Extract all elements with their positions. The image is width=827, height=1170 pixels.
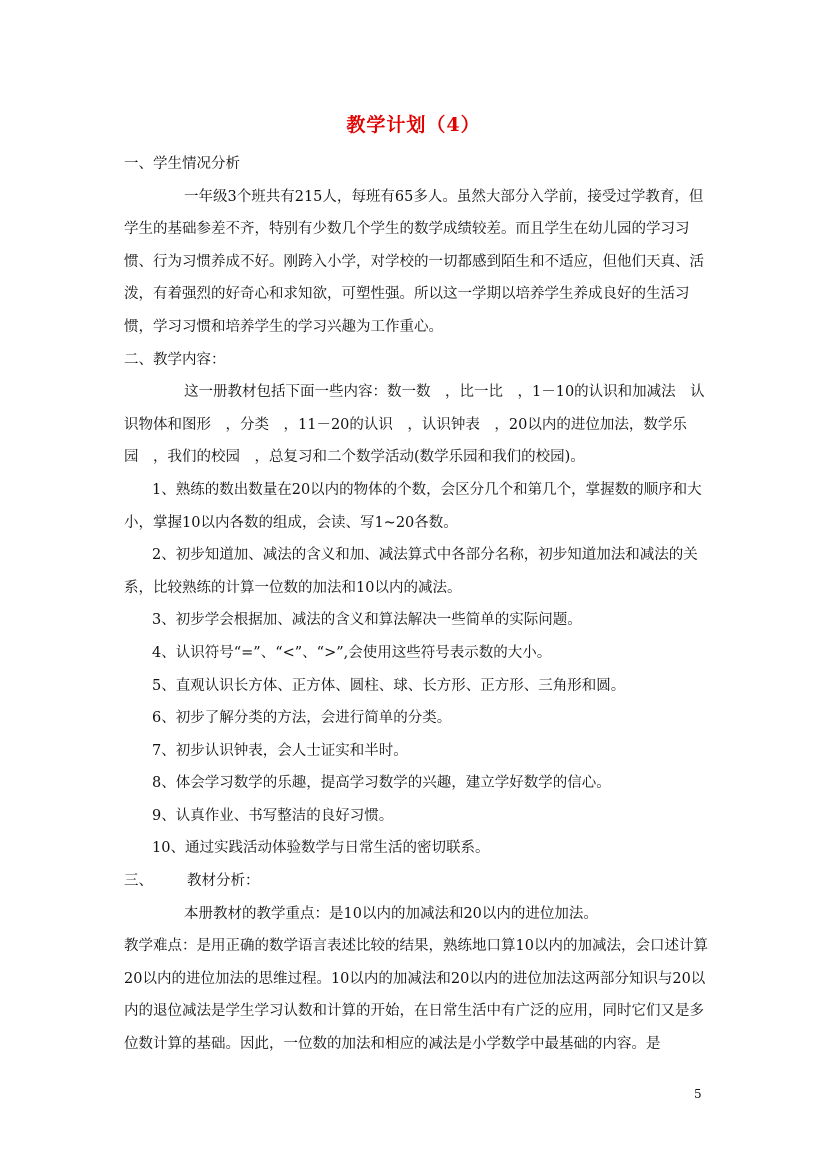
section3-heading-number: 三、 — [124, 873, 153, 890]
section1-heading: 一、学生情况分析 — [124, 156, 240, 172]
list-item: 7、初步认识钟表，会人士证实和半时。 — [152, 742, 408, 759]
list-item: 5、直观认识长方体、正方体、圆柱、球、长方形、正方形、三角形和圆。 — [152, 677, 626, 694]
document-title: 教学计划（4） — [346, 114, 481, 136]
list-item: 8、体会学习数学的乐趣，提高学习数学的兴趣，建立学好数学的信心。 — [152, 775, 611, 792]
list-item: 3、初步学会根据加、减法的含义和算法解决一些简单的实际问题。 — [152, 612, 582, 629]
section1-paragraph: 一年级3个班共有215人，每班有65多人。虽然大部分入学前，接受过学教育，但学生的基础参差不齐，特别有少数几个学生的数学成绩较差。而且学生在幼儿园的学习习惯、行为习惯养成不好。刚跨入小学，对学校的一切都感到陌生和不适应，但他们天真、活泼，有着强烈的好奇心和求知欲，可塑性强。所以这一学期以培养学生养成良好的生活习惯，学习习惯和培养学生的学习兴趣为工作重心。 — [124, 188, 704, 335]
list-item: 1、熟练的数出数量在20以内的物体的个数，会区分几个和第几个，掌握数的顺序和大小，掌握10以内各数的组成，会读、写1~20各数。 — [124, 481, 702, 531]
section3-heading-text: 教材分析： — [187, 873, 260, 890]
page-number: 5 — [694, 1087, 702, 1101]
section3-paragraph-2: 教学难点：是用正确的数学语言表述比较的结果，熟练地口算10以内的加减法，会口述计算20以内的进位加法的思维过程。10以内的加减法和20以内的进位加法这两部分知识与20以内的退位减法是学生学习认数和计算的开始，在日常生活中有广泛的应用，同时它们又是多位数计算的基础。因此，一位数的加法和相应的减法是小学数学中最基础的内容。是 — [124, 938, 708, 1053]
list-item: 10、通过实践活动体验数学与日常生活的密切联系。 — [152, 840, 490, 857]
section3-paragraph-1: 本册教材的教学重点：是10以内的加减法和20以内的进位加法。 — [184, 905, 598, 922]
section3-heading — [124, 865, 710, 898]
list-item: 6、初步了解分类的方法，会进行简单的分类。 — [152, 710, 452, 727]
list-item: 2、初步知道加、减法的含义和加、减法算式中各部分名称，初步知道加法和减法的关系，比较熟练的计算一位数的加法和10以内的减法。 — [124, 547, 698, 596]
list-item: 4、认识符号“=”、“<”、“>”,会使用这些符号表示数的大小。 — [152, 644, 552, 661]
section2-paragraph: 这一册教材包括下面一些内容：数一数 ，比一比 ，1－10的认识和加减法 认识物体和图形 ，分类 ，11－20的认识 ，认识钟表 ，20以内的进位加法，数学乐园 ，我们的校园 ，总复习和二个数学活动(数学乐园和我们的校园)。 — [124, 384, 705, 466]
list-item: 9、认真作业、书写整洁的良好习惯。 — [152, 807, 394, 824]
section2-heading: 二、教学内容： — [124, 351, 226, 368]
document-body — [124, 148, 710, 1061]
